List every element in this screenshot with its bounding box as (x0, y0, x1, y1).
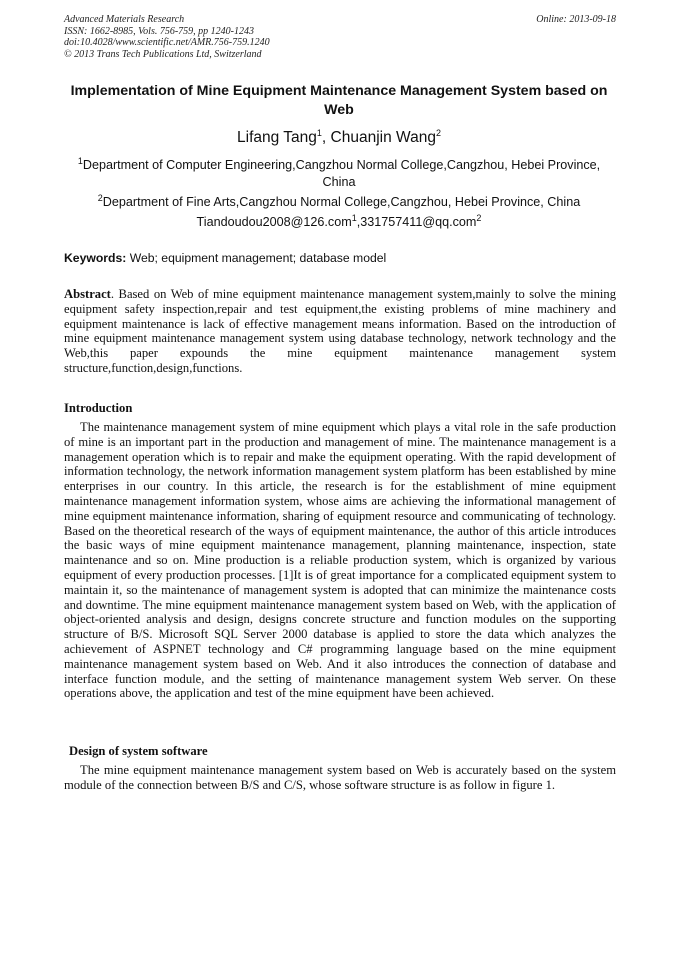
email-1[interactable]: Tiandoudou2008@126.com (196, 215, 352, 229)
affiliation-2 (74, 194, 604, 211)
section-heading-design: Design of system software (69, 744, 208, 758)
abstract-label: Abstract (64, 287, 111, 301)
author-line (60, 128, 618, 148)
copyright-line: © 2013 Trans Tech Publications Ltd, Switzerland (64, 48, 262, 60)
keywords-text: Web; equipment management; database model (126, 251, 387, 265)
doi-line: doi:10.4028/www.scientific.net/AMR.756-759.1240 (64, 37, 270, 48)
email-2-sup: 2 (476, 212, 482, 223)
email-line (74, 214, 604, 231)
issn-line: ISSN: 1662-8985, Vols. 756-759, pp 1240-1243 (64, 25, 254, 37)
journal-header (64, 14, 616, 60)
journal-name: Advanced Materials Research (64, 14, 185, 25)
keywords-label: Keywords: (64, 251, 127, 265)
keywords (64, 250, 616, 266)
affiliation-1 (74, 157, 604, 191)
paper-title: Implementation of Mine Equipment Maintenance Management System based on Web (70, 83, 608, 118)
author-1-sup: 1 (316, 127, 322, 138)
online-date: Online: 2013-09-18 (536, 14, 616, 25)
affiliation-2-text: Department of Fine Arts,Cangzhou Normal College,Cangzhou, Hebei Province, China (102, 195, 581, 209)
author-2-sup: 2 (435, 127, 441, 138)
author-separator: , (321, 129, 331, 146)
affiliation-2-sup: 2 (97, 192, 103, 203)
author-2: Chuanjin Wang (330, 129, 436, 146)
design-paragraph: The mine equipment maintenance management system based on Web is accurately based on the system module of the connection between B/S and C/S, whose software structure is as follow in figure 1. (64, 763, 616, 792)
email-2[interactable]: ,331757411@qq.com (356, 215, 477, 229)
section-heading-introduction: Introduction (64, 401, 133, 415)
email-1-sup: 1 (351, 212, 357, 223)
introduction-paragraph: The maintenance management system of mine equipment which plays a vital role in the safe production of mine is an important part in the production and management of mine. The maintenance management is a management operation which is to repair and make the equipment operating. With the rapid development of information technology, the network information management system platform has been established by mine enterprises in our country. In this article, the research is for the establishment of mine equipment maintenance management information system, whose aims are achieving the informational management of mine equipment maintenance information, sharing of equipment resource and communicating of technology. Based on the theoretical research of the ways of equipment maintenance, the author of this article introduces the basic ways of mine equipment maintenance management, planning maintenance, inspection, state maintenance and so on. Mine production is a reliable production system, which is organized by various equipment of every production processes. [1]It is of great importance for a complicated equipment system to maintain it, so the maintenance of management system is adopted that can minimize the maintenance costs and downtime. The mine equipment maintenance management system based on Web, with the application of object-oriented analysis and design, designs concrete structure and function modules on the supporting structure of B/S. Microsoft SQL Server 2000 database is applied to store the data which analyzes the achievement of ASPNET technology and C# programming language based on the mine equipment maintenance management system based on Web. And it also introduces the connection of database and interface function module, and the setting of maintenance management system Web server. On these operations above, the application and test of the mine equipment have been achieved. (64, 420, 616, 701)
abstract-text: . Based on Web of mine equipment maintenance management system,mainly to solve the mining equipment safety inspection,repair and test equipment,the existing problems of mine machinery and equipment maintenance is lack of effective management means information. Based on the introduction of mine equipment maintenance management system using database technology, network technology and the Web,this paper expounds the mine equipment maintenance management system structure,function,design,functions. (64, 287, 616, 375)
affiliation-1-text: Department of Computer Engineering,Cangzhou Normal College,Cangzhou, Hebei Province, China (82, 158, 601, 189)
author-1: Lifang Tang (237, 129, 317, 146)
abstract (64, 287, 616, 376)
affiliation-1-sup: 1 (77, 155, 83, 166)
